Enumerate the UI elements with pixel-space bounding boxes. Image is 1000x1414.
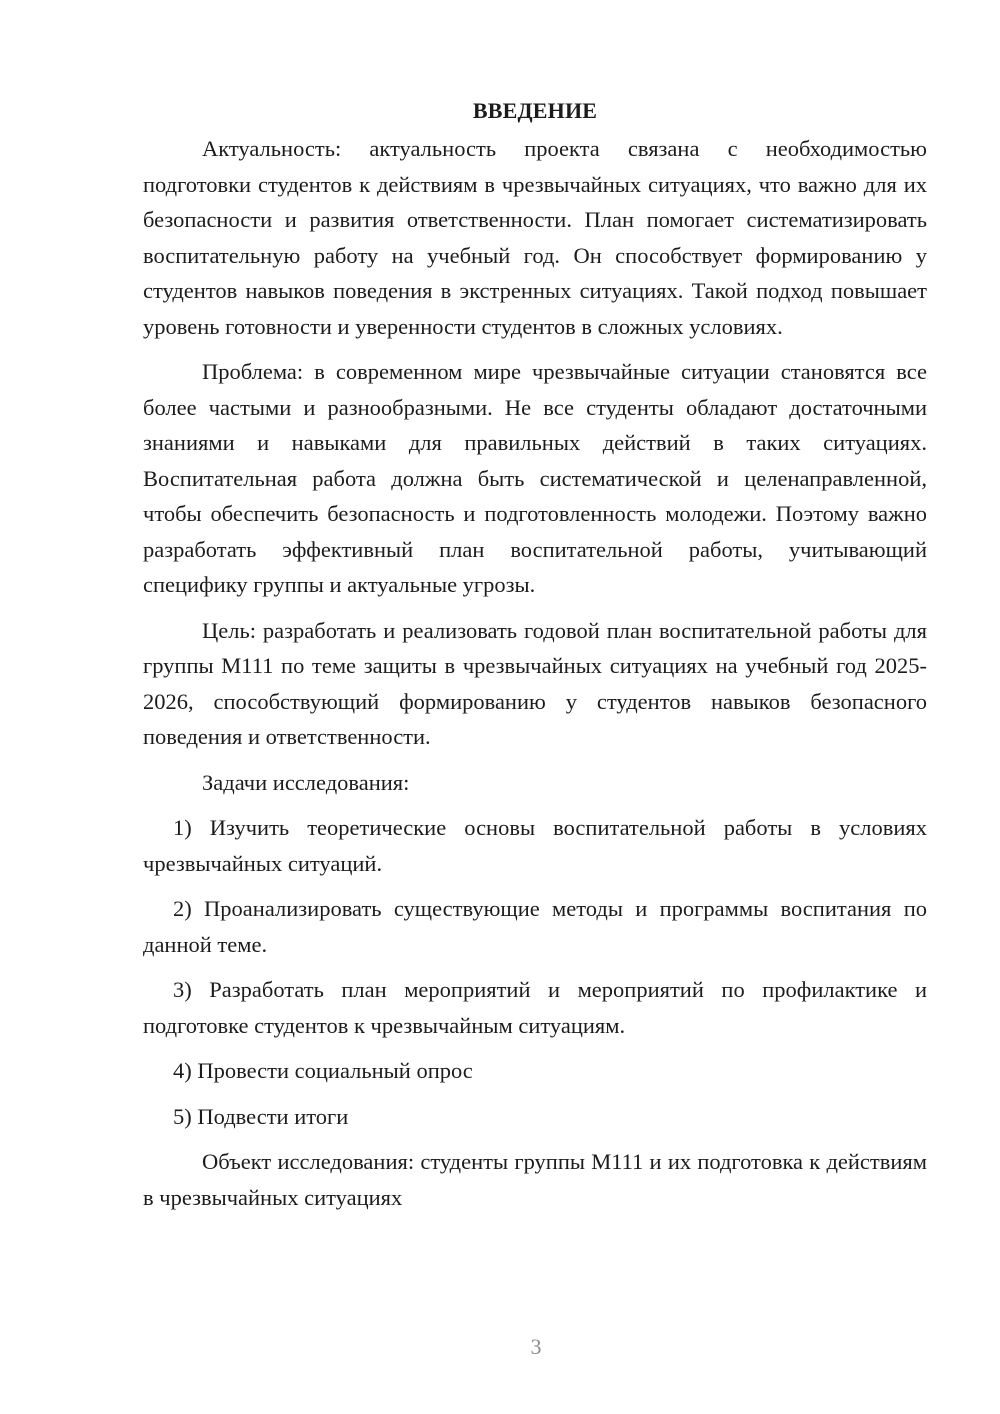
task-item-5: 5) Подвести итоги bbox=[173, 1103, 349, 1129]
task-item-1: 1) Изучить теоретические основы воспитательной работы в условиях чрезвычайных ситуаций. bbox=[143, 815, 927, 876]
problem-paragraph: Проблема: в современном мире чрезвычайные ситуации становятся все более частыми и разнообразными. Не все студенты обладают достаточными знаниями и навыками для правильных действий в таких ситуациях. Воспитательная работа должна быть систематической и целенаправленной, чтобы обеспечить безопасность и подготовленность молодежи. Поэтому важно разработать эффективный план воспитательной работы, учитывающий специфику группы и актуальные угрозы. bbox=[143, 359, 927, 597]
page-number: 3 bbox=[530, 1334, 542, 1359]
document-page bbox=[143, 96, 927, 1215]
section-title: ВВЕДЕНИЕ bbox=[472, 98, 598, 123]
tasks-heading: Задачи исследования: bbox=[202, 769, 410, 795]
object-paragraph: Объект исследования: студенты группы М111 и их подготовка к действиям в чрезвычайных ситуациях bbox=[143, 1149, 927, 1210]
task-item-3: 3) Разработать план мероприятий и мероприятий по профилактике и подготовке студентов к чрезвычайным ситуациям. bbox=[143, 977, 927, 1038]
task-item-4: 4) Провести социальный опрос bbox=[173, 1058, 473, 1083]
relevance-paragraph: Актуальность: актуальность проекта связана с необходимостью подготовки студентов к действиям в чрезвычайных ситуациях, что важно для их безопасности и развития ответственности. План помогает систематизировать воспитательную работу на учебный год. Он способствует формированию у студентов навыков поведения в экстренных ситуациях. Такой подход повышает уровень готовности и уверенности студентов в сложных условиях. bbox=[143, 136, 927, 339]
goal-paragraph: Цель: разработать и реализовать годовой план воспитательной работы для группы М111 по теме защиты в чрезвычайных ситуациях на учебный год 2025-2026, способствующий формированию у студентов навыков безопасного поведения и ответственности. bbox=[143, 617, 927, 749]
task-item-2: 2) Проанализировать существующие методы и программы воспитания по данной теме. bbox=[143, 896, 927, 957]
